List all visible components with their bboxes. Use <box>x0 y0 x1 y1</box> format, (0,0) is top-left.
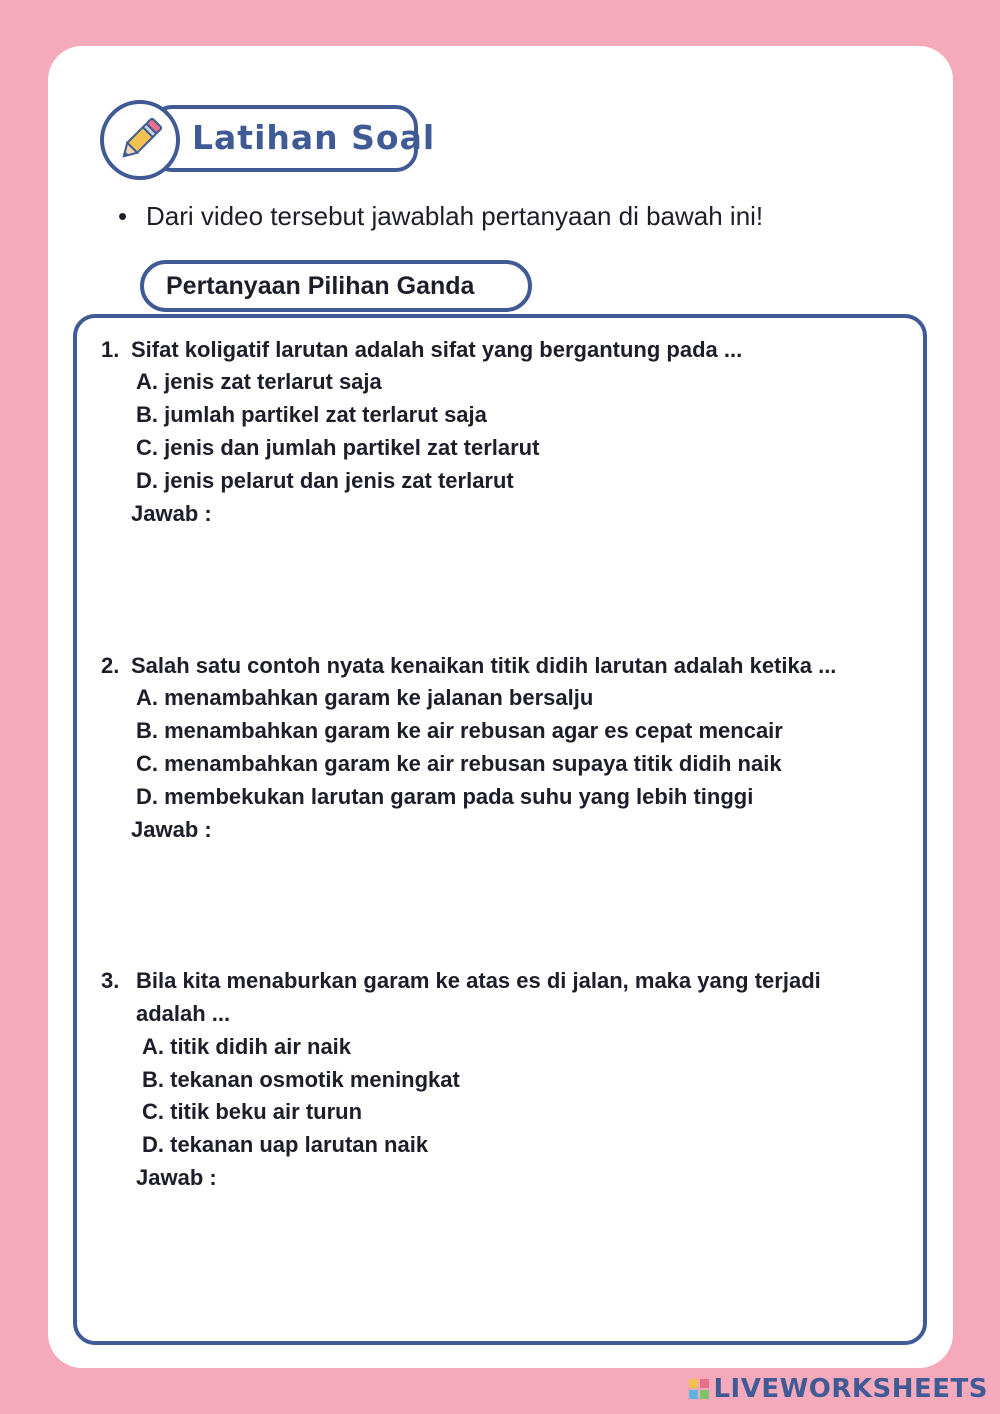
question-text: Bila kita menaburkan garam ke atas es di jalan, maka yang terjadi <box>136 968 821 993</box>
option-c[interactable]: C. titik beku air turun <box>142 1099 363 1124</box>
page-title: Latihan Soal <box>192 118 436 157</box>
option-c[interactable]: C. jenis dan jumlah partikel zat terlarut <box>136 435 540 460</box>
option-b[interactable]: B. tekanan osmotik meningkat <box>142 1067 460 1092</box>
question-text: Salah satu contoh nyata kenaikan titik didih larutan adalah ketika ... <box>131 653 837 678</box>
option-d[interactable]: D. membekukan larutan garam pada suhu yang lebih tinggi <box>136 784 754 809</box>
option-a[interactable]: A. menambahkan garam ke jalanan bersalju <box>136 685 594 710</box>
section-label <box>140 260 532 312</box>
option-d[interactable]: D. tekanan uap larutan naik <box>142 1132 429 1157</box>
question-number: 3. <box>101 968 120 993</box>
bullet: • <box>118 201 128 231</box>
brand-name: LIVEWORKSHEETS <box>713 1374 988 1404</box>
question-number: 1. <box>101 337 120 362</box>
option-d[interactable]: D. jenis pelarut dan jenis zat terlarut <box>136 468 514 493</box>
option-a[interactable]: A. titik didih air naik <box>142 1034 352 1059</box>
instruction <box>118 201 763 232</box>
answer-label: Jawab : <box>131 501 212 526</box>
question-number: 2. <box>101 653 120 678</box>
liveworksheets-logo-icon <box>689 1379 709 1399</box>
title-icon-circle <box>100 100 180 180</box>
pencil-icon <box>114 114 166 166</box>
question-text-continued: adalah ... <box>136 1001 231 1026</box>
instruction-text: Dari video tersebut jawablah pertanyaan di bawah ini! <box>146 201 764 231</box>
question-text: Sifat koligatif larutan adalah sifat yang bergantung pada ... <box>131 337 743 362</box>
option-c[interactable]: C. menambahkan garam ke air rebusan supaya titik didih naik <box>136 751 782 776</box>
answer-label: Jawab : <box>131 817 212 842</box>
footer-brand <box>689 1374 988 1404</box>
answer-label: Jawab : <box>136 1165 217 1190</box>
section-label-text: Pertanyaan Pilihan Ganda <box>166 271 475 300</box>
option-a[interactable]: A. jenis zat terlarut saja <box>136 369 382 394</box>
option-b[interactable]: B. menambahkan garam ke air rebusan agar es cepat mencair <box>136 718 783 743</box>
option-b[interactable]: B. jumlah partikel zat terlarut saja <box>136 402 487 427</box>
